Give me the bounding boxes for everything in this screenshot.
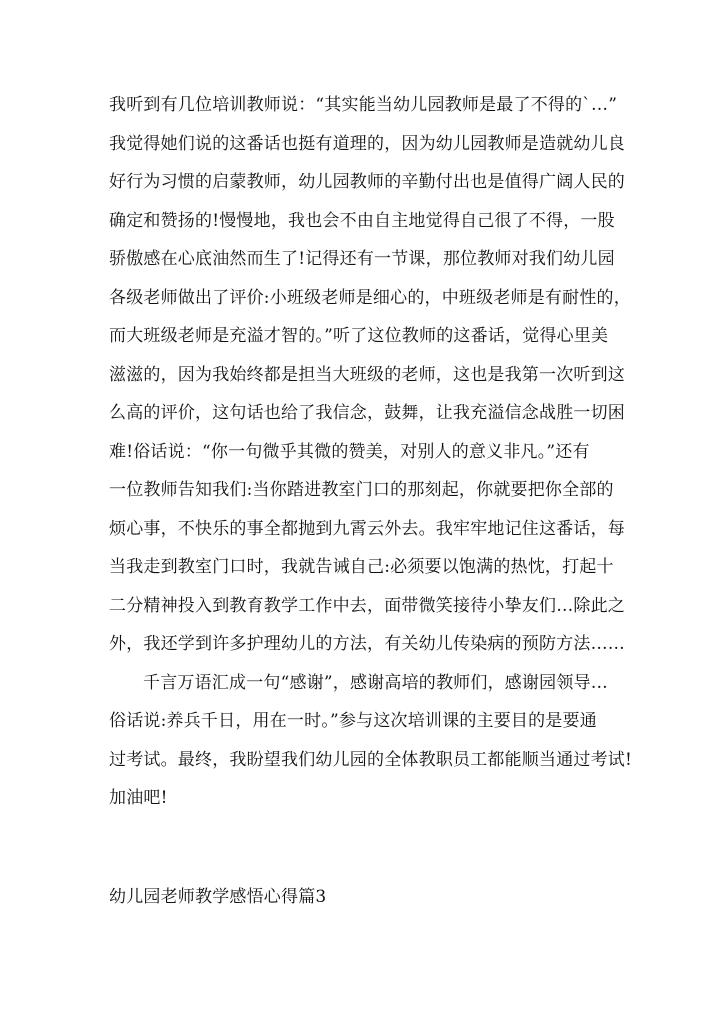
text-line: 骄傲感在心底油然而生了!记得还有一节课，那位教师对我们幼儿园 [109, 249, 615, 269]
text-line: 难!俗话说：“你一句微乎其微的赞美，对别人的意义非凡。”还有 [109, 441, 590, 462]
text-line: 一位教师告知我们:当你踏进教室门口的那刻起，你就要把你全部的 [109, 480, 614, 500]
text-line: 好行为习惯的启蒙教师，幼儿园教师的辛勤付出也是值得广阔人民的 [109, 172, 625, 192]
text-line: 滋滋的，因为我始终都是担当大班级的老师，这也是我第一次听到这 [109, 364, 625, 385]
text-line: 加油吧! [109, 788, 168, 808]
text-line: 各级老师做出了评价:小班级老师是细心的，中班级老师是有耐性的， [109, 287, 631, 308]
text-line: 二分精神投入到教育教学工作中去，面带微笑接待小挚友们…除此之 [109, 595, 625, 616]
text-line: 而大班级老师是充溢才智的。”听了这位教师的这番话，觉得心里美 [109, 326, 609, 346]
section-heading: 幼儿园老师教学感悟心得篇3 [109, 887, 327, 907]
text-line: 当我走到教室门口时，我就告诫自己:必须要以饱满的热忱，打起十 [109, 557, 614, 577]
text-line: 么高的评价，这句话也给了我信念，鼓舞，让我充溢信念战胜一切困 [109, 403, 625, 423]
text-line: 我听到有几位培训教师说：“其实能当幼儿园教师是最了不得的`…” [109, 95, 618, 115]
text-line: 我觉得她们说的这番话也挺有道理的，因为幼儿园教师是造就幼儿良 [109, 133, 625, 154]
text-line: 过考试。最终，我盼望我们幼儿园的全体教职员工都能顺当通过考试! [109, 749, 633, 770]
paragraph-start-line: 千言万语汇成一句“感谢”，感谢高培的教师们，感谢园领导… [143, 672, 608, 693]
text-line: 俗话说:养兵千日，用在一时。”参与这次培训课的主要目的是要通 [109, 711, 597, 731]
body-text [109, 86, 633, 818]
text-line: 外，我还学到许多护理幼儿的方法，有关幼儿传染病的预防方法…… [109, 634, 625, 654]
text-line: 烦心事，不快乐的事全都抛到九霄云外去。我牢牢地记住这番话，每 [109, 518, 625, 539]
text-line: 确定和赞扬的!慢慢地，我也会不由自主地觉得自己很了不得，一股 [109, 210, 615, 231]
